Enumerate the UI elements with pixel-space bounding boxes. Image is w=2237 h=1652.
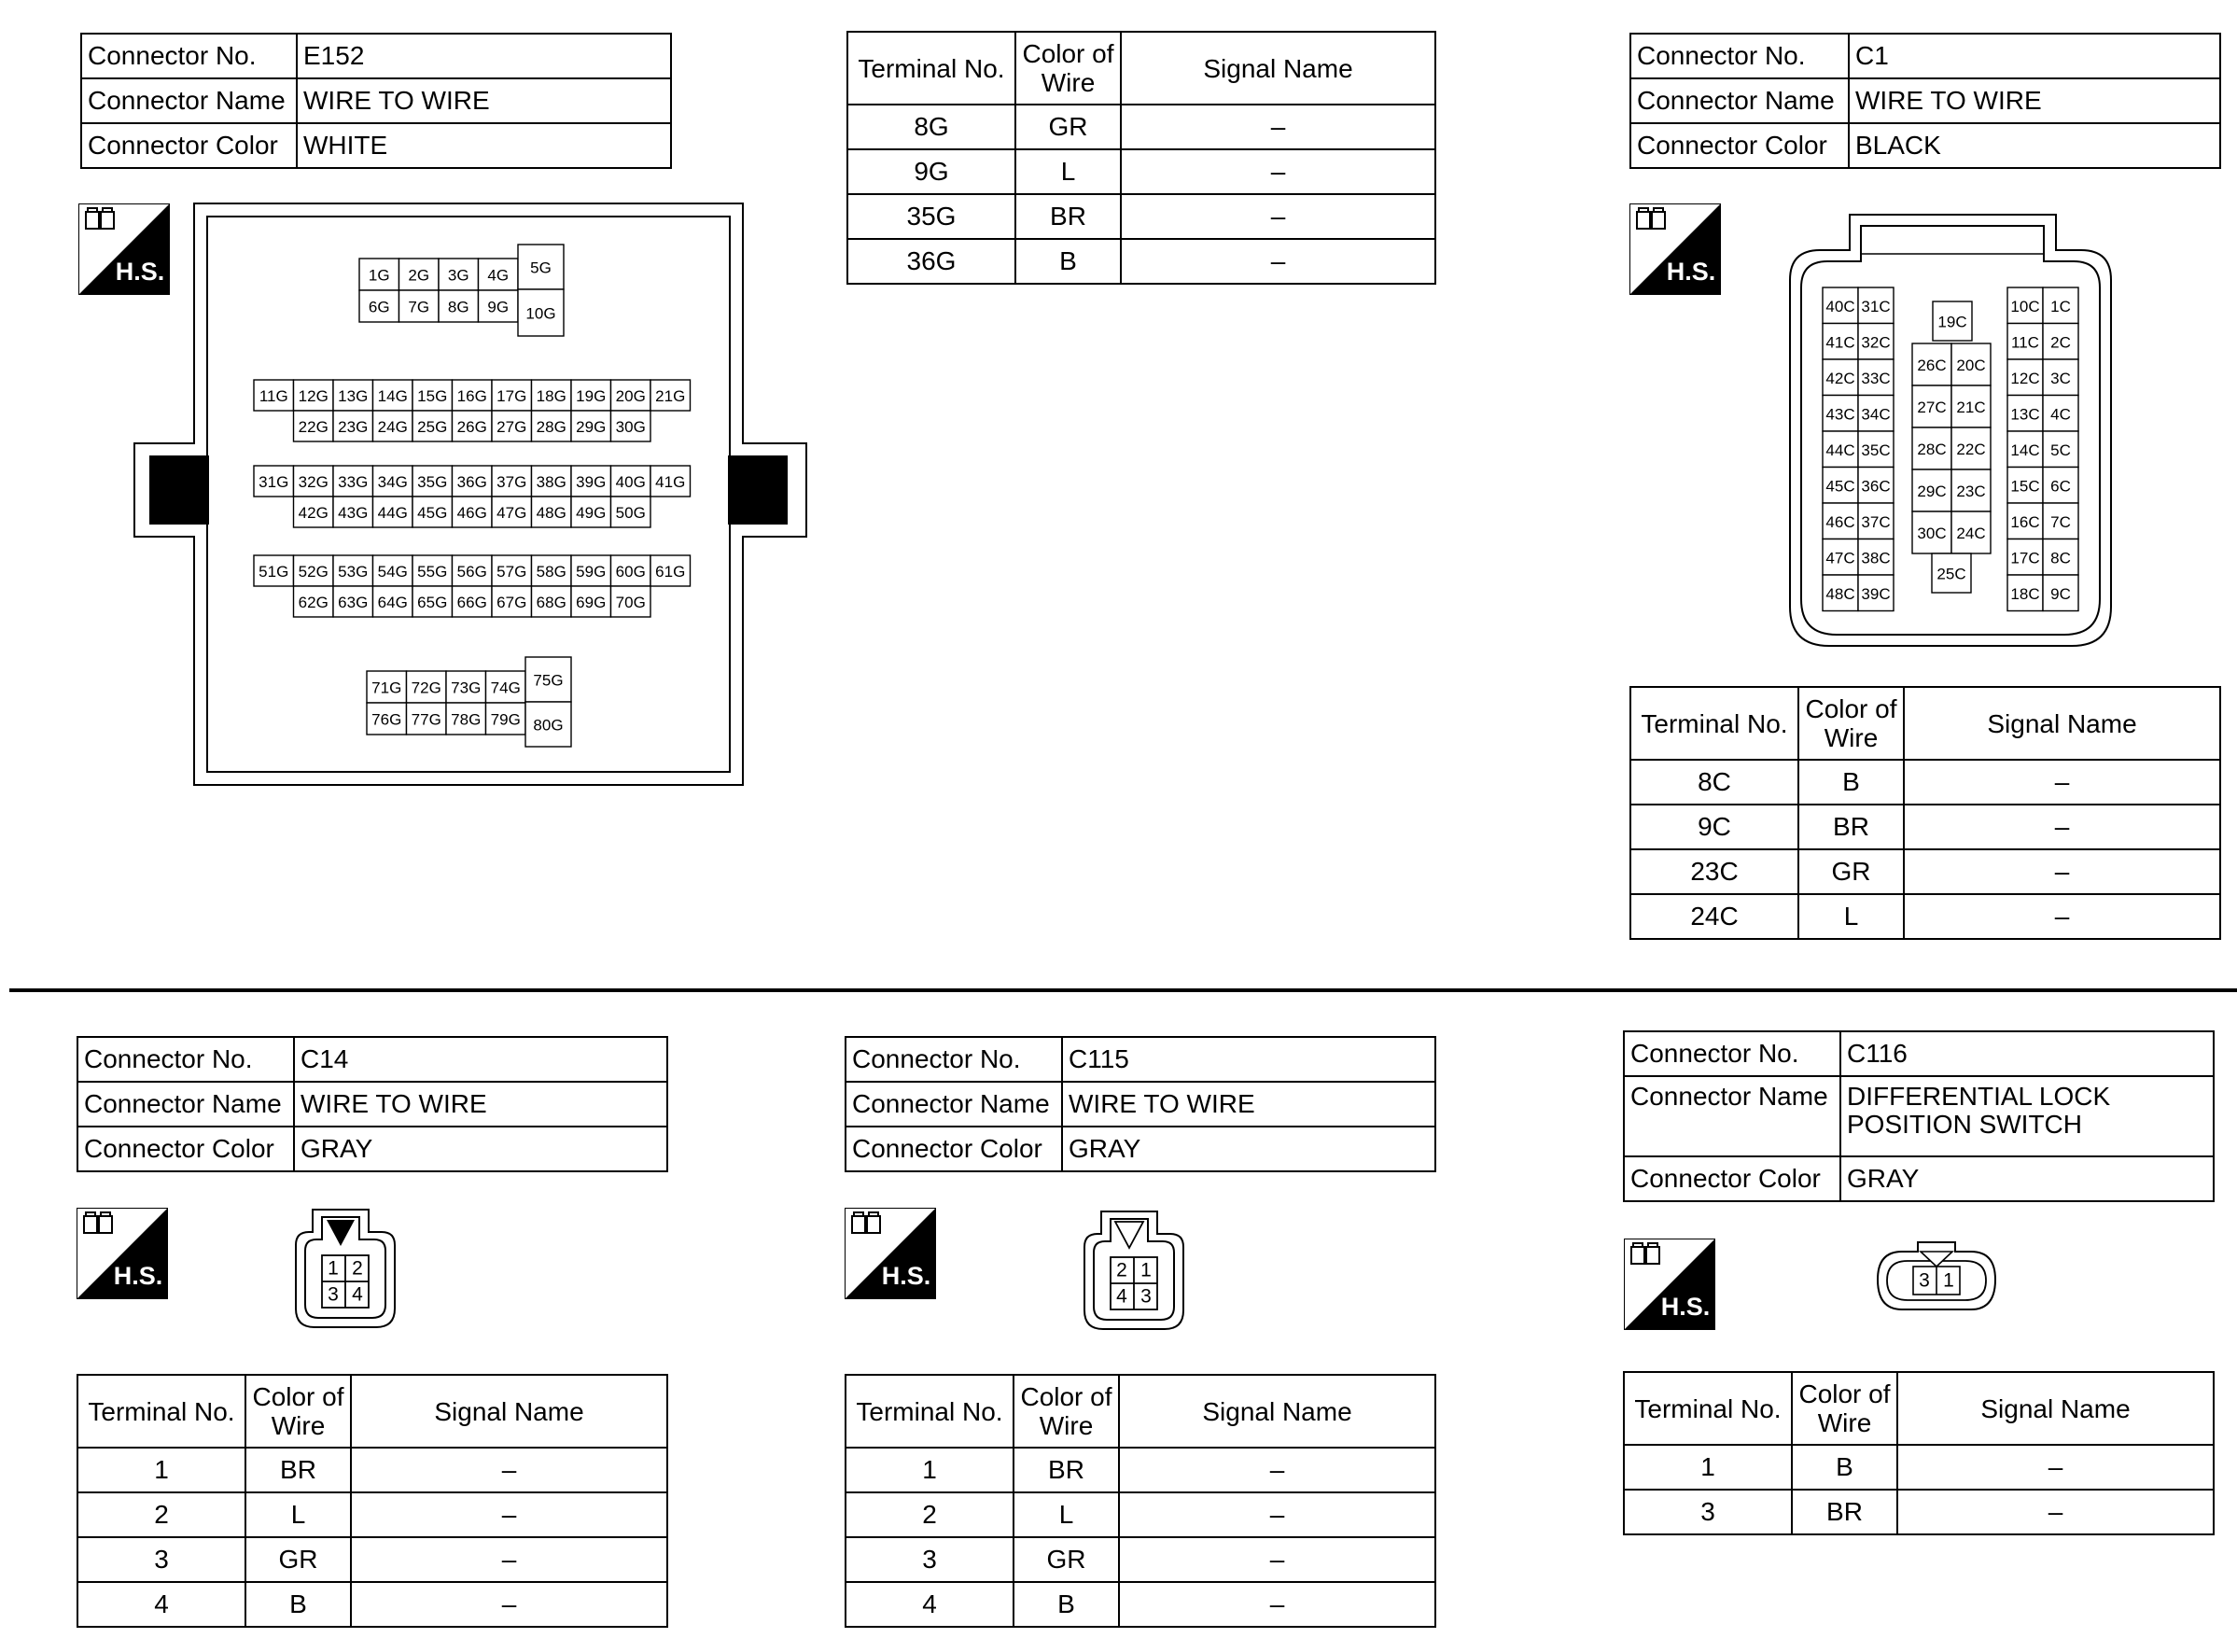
pin-label: 35G	[417, 473, 448, 491]
hs-harness-side-icon	[845, 1208, 936, 1299]
terminal-table-c1	[1629, 686, 2221, 940]
c115-connector-face	[1073, 1206, 1195, 1337]
pin-label: 16C	[2010, 512, 2040, 531]
pin-label: 4	[1116, 1285, 1127, 1308]
pin-label: 44C	[1825, 441, 1855, 459]
connector-name-value: WIRE TO WIRE	[297, 78, 671, 123]
pin-label: 49G	[576, 504, 607, 522]
table-row: 8G GR –	[847, 105, 1435, 149]
pin-label: 33C	[1861, 369, 1891, 387]
table-row: 9C BR –	[1630, 805, 2220, 849]
pin-label: 13C	[2010, 405, 2040, 424]
connector-color-value: BLACK	[1849, 123, 2220, 168]
pin-label: 66G	[456, 594, 487, 611]
pin-label: 26C	[1917, 357, 1947, 374]
pin-label: 61G	[655, 563, 686, 581]
pin-label: 35C	[1861, 441, 1891, 459]
pin-label: 79G	[490, 710, 521, 729]
pin-label: 1C	[2050, 297, 2071, 315]
hs-harness-side-icon	[77, 1208, 168, 1299]
hs-harness-side-icon	[1629, 203, 1721, 295]
pin-label: 63G	[338, 594, 369, 611]
pin-label: 21G	[655, 387, 686, 405]
pin-label: 45C	[1825, 477, 1855, 496]
pin-label: 38G	[536, 473, 566, 491]
signal-name-header: Signal Name	[1904, 687, 2220, 760]
connector-info-table	[1629, 33, 2221, 169]
pin-label: 42C	[1825, 369, 1855, 387]
connector-info-table	[80, 33, 672, 169]
connector-c14	[77, 1036, 668, 1172]
pin-label: 51G	[259, 563, 289, 581]
pin-label: 1	[1140, 1259, 1152, 1281]
table-row: 2 L –	[846, 1492, 1435, 1537]
connector-c115	[845, 1036, 1436, 1172]
connector-no-value: C1	[1849, 34, 2220, 78]
pin-label: 72G	[411, 679, 441, 697]
table-row: 1 BR –	[846, 1448, 1435, 1492]
table-row: 24C L –	[1630, 894, 2220, 939]
signal-name-header: Signal Name	[1119, 1375, 1435, 1448]
pin-label: 65G	[417, 594, 448, 611]
pin-label: 8G	[447, 298, 469, 316]
connector-color-value: WHITE	[297, 123, 671, 168]
signal-name-header: Signal Name	[351, 1375, 667, 1448]
pin-label: 3	[1919, 1269, 1930, 1292]
pin-label: 15G	[417, 387, 448, 405]
pin-label: 67G	[496, 594, 527, 611]
pin-label: 25G	[417, 418, 448, 436]
table-row: 2 L –	[77, 1492, 667, 1537]
pin-label: 28C	[1917, 441, 1947, 458]
pin-label: 29C	[1917, 483, 1947, 500]
pin-label: 6G	[368, 298, 390, 316]
pin-label: 1	[1943, 1269, 1954, 1292]
connector-no-value: C115	[1062, 1037, 1435, 1082]
table-row: 1 BR –	[77, 1448, 667, 1492]
connector-name-label: Connector Name	[77, 1082, 294, 1127]
pin-label: 34G	[377, 473, 408, 491]
pin-label: 53G	[338, 563, 369, 581]
pin-label: 21C	[1956, 399, 1986, 416]
pin-label: 70G	[615, 594, 646, 611]
connector-no-label: Connector No.	[77, 1037, 294, 1082]
pin-label: 3	[328, 1283, 339, 1306]
pin-label: 1	[328, 1257, 339, 1280]
connector-color-label: Connector Color	[1624, 1156, 1840, 1201]
svg-text:H.S.: H.S.	[115, 258, 165, 286]
latch-left	[149, 455, 209, 525]
c1-connector-face	[1783, 205, 2118, 653]
color-of-wire-header: Color of Wire	[1014, 1375, 1119, 1448]
connector-name-label: Connector Name	[1630, 78, 1849, 123]
pin-label: 3	[1140, 1285, 1152, 1308]
connector-c1	[1629, 33, 2221, 169]
pin-label: 9G	[487, 298, 510, 316]
pin-label: 1G	[368, 266, 390, 285]
pin-label: 37G	[496, 473, 527, 491]
pin-label: 20C	[1956, 357, 1986, 374]
color-of-wire-header: Color of Wire	[245, 1375, 351, 1448]
pin-label: 54G	[377, 563, 408, 581]
terminal-no-header: Terminal No.	[847, 32, 1015, 105]
pin-label: 43C	[1825, 405, 1855, 424]
pin-label: 10C	[2010, 297, 2040, 315]
connector-name-label: Connector Name	[1624, 1076, 1840, 1156]
pin-label: 48C	[1825, 584, 1855, 603]
pin-label: 2	[352, 1257, 363, 1280]
table-row: 1 B –	[1624, 1445, 2214, 1490]
color-of-wire-header: Color of Wire	[1792, 1372, 1897, 1445]
pin-label: 29G	[576, 418, 607, 436]
table-row: 4 B –	[846, 1582, 1435, 1627]
connector-c116	[1623, 1030, 2215, 1202]
pin-label: 47G	[496, 504, 527, 522]
pin-label: 16G	[456, 387, 487, 405]
table-row: 9G L –	[847, 149, 1435, 194]
pin-label: 12G	[298, 387, 329, 405]
pin-label: 57G	[496, 563, 527, 581]
connector-e152	[80, 33, 672, 169]
pin-label: 58G	[536, 563, 566, 581]
connector-color-label: Connector Color	[81, 123, 297, 168]
terminal-table-c116	[1623, 1371, 2215, 1535]
pin-label: 18C	[2010, 584, 2040, 603]
pin-label: 50G	[615, 504, 646, 522]
pin-label: 46C	[1825, 512, 1855, 531]
pin-label: 40C	[1825, 297, 1855, 315]
table-row: 3 BR –	[1624, 1490, 2214, 1534]
pin-label: 31G	[259, 473, 289, 491]
connector-name-label: Connector Name	[846, 1082, 1062, 1127]
table-row: 3 GR –	[77, 1537, 667, 1582]
connector-name-label: Connector Name	[81, 78, 297, 123]
pin-label: 7G	[408, 298, 430, 316]
connector-color-value: GRAY	[294, 1127, 667, 1171]
pin-label: 45G	[417, 504, 448, 522]
pin-label: 59G	[576, 563, 607, 581]
pin-label: 7C	[2050, 512, 2071, 531]
connector-no-label: Connector No.	[81, 34, 297, 78]
pin-label: 4C	[2050, 405, 2071, 424]
svg-text:H.S.: H.S.	[881, 1262, 931, 1290]
terminal-no-header: Terminal No.	[1630, 687, 1798, 760]
pin-label: 69G	[576, 594, 607, 611]
pin-label: 41G	[655, 473, 686, 491]
pin-label: 4	[352, 1283, 363, 1306]
pin-label: 64G	[377, 594, 408, 611]
connector-no-value: C116	[1840, 1031, 2214, 1076]
pin-label: 2	[1116, 1259, 1127, 1281]
pin-label: 47C	[1825, 549, 1855, 567]
pin-label: 32C	[1861, 333, 1891, 352]
connector-color-value: GRAY	[1840, 1156, 2214, 1201]
pin-label: 42G	[298, 504, 329, 522]
connector-info-table	[845, 1036, 1436, 1172]
pin-label: 48G	[536, 504, 566, 522]
pin-label: 28G	[536, 418, 566, 436]
connector-name-value: WIRE TO WIRE	[1849, 78, 2220, 123]
table-row: 8C B –	[1630, 760, 2220, 805]
connector-no-label: Connector No.	[1624, 1031, 1840, 1076]
e152-connector-face	[131, 201, 807, 789]
pin-label: 75G	[533, 671, 564, 690]
pin-label: 78G	[451, 710, 482, 729]
pin-label: 52G	[298, 563, 329, 581]
connector-info-table	[77, 1036, 668, 1172]
pin-label: 44G	[377, 504, 408, 522]
pin-label: 3C	[2050, 369, 2071, 387]
pin-label: 76G	[371, 710, 402, 729]
svg-text:H.S.: H.S.	[1660, 1293, 1711, 1321]
pin-label: 30C	[1917, 525, 1947, 542]
pin-label: 19C	[1937, 313, 1967, 331]
connector-name-value: WIRE TO WIRE	[294, 1082, 667, 1127]
pin-label: 17C	[2010, 549, 2040, 567]
pin-label: 14C	[2010, 441, 2040, 459]
pin-label: 38C	[1861, 549, 1891, 567]
pin-label: 4G	[487, 266, 510, 285]
c116-connector-face	[1866, 1237, 2006, 1321]
pin-label: 14G	[377, 387, 408, 405]
pin-label: 71G	[371, 679, 402, 697]
pin-label: 31C	[1861, 297, 1891, 315]
pin-label: 11C	[2011, 333, 2039, 352]
connector-name-value: DIFFERENTIAL LOCK POSITION SWITCH	[1840, 1076, 2214, 1156]
pin-label: 41C	[1825, 333, 1855, 352]
pin-label: 74G	[490, 679, 521, 697]
pin-label: 22G	[298, 418, 329, 436]
c14-connector-face	[285, 1204, 406, 1335]
section-divider	[9, 988, 2237, 992]
connector-color-label: Connector Color	[1630, 123, 1849, 168]
pin-label: 9C	[2050, 584, 2071, 603]
pin-label: 2G	[408, 266, 430, 285]
pin-label: 68G	[536, 594, 566, 611]
pin-label: 26G	[456, 418, 487, 436]
pin-label: 40G	[615, 473, 646, 491]
terminal-table-e152	[846, 31, 1436, 285]
pin-label: 27G	[496, 418, 527, 436]
connector-no-value: C14	[294, 1037, 667, 1082]
pin-label: 19G	[576, 387, 607, 405]
svg-text:H.S.: H.S.	[113, 1262, 163, 1290]
color-of-wire-header: Color of Wire	[1015, 32, 1121, 105]
pin-label: 39C	[1861, 584, 1891, 603]
pin-label: 34C	[1861, 405, 1891, 424]
connector-no-value: E152	[297, 34, 671, 78]
connector-no-label: Connector No.	[846, 1037, 1062, 1082]
pin-label: 15C	[2010, 477, 2040, 496]
pin-label: 12C	[2010, 369, 2040, 387]
pin-label: 8C	[2050, 549, 2071, 567]
terminal-no-header: Terminal No.	[1624, 1372, 1792, 1445]
hs-harness-side-icon	[1624, 1239, 1715, 1330]
pin-label: 11G	[259, 387, 288, 405]
pin-label: 25C	[1936, 565, 1966, 583]
pin-label: 39G	[576, 473, 607, 491]
pin-label: 23G	[338, 418, 369, 436]
pin-label: 3G	[447, 266, 469, 285]
pin-label: 80G	[533, 716, 564, 735]
color-of-wire-header: Color of Wire	[1798, 687, 1904, 760]
pin-label: 30G	[615, 418, 646, 436]
pin-label: 32G	[298, 473, 329, 491]
pin-label: 10G	[525, 304, 556, 323]
pin-label: 56G	[456, 563, 487, 581]
pin-label: 55G	[417, 563, 448, 581]
pin-label: 23C	[1956, 483, 1986, 500]
pin-label: 6C	[2050, 477, 2071, 496]
pin-label: 24C	[1956, 525, 1986, 542]
connector-color-label: Connector Color	[846, 1127, 1062, 1171]
pin-label: 18G	[536, 387, 566, 405]
pin-label: 27C	[1917, 399, 1947, 416]
pin-label: 17G	[496, 387, 527, 405]
terminal-table-c14	[77, 1374, 668, 1628]
latch-right	[728, 455, 788, 525]
pin-label: 5C	[2050, 441, 2071, 459]
terminal-table-c115	[845, 1374, 1436, 1628]
pin-label: 5G	[530, 259, 552, 277]
connector-info-table	[1623, 1030, 2215, 1202]
pin-label: 37C	[1861, 512, 1891, 531]
pin-label: 62G	[298, 594, 329, 611]
connector-name-value: WIRE TO WIRE	[1062, 1082, 1435, 1127]
pin-label: 22C	[1956, 441, 1986, 458]
pin-label: 36C	[1861, 477, 1891, 496]
pin-label: 13G	[338, 387, 369, 405]
pin-label: 46G	[456, 504, 487, 522]
connector-no-label: Connector No.	[1630, 34, 1849, 78]
svg-text:H.S.: H.S.	[1666, 258, 1716, 286]
pin-label: 33G	[338, 473, 369, 491]
pin-label: 36G	[456, 473, 487, 491]
connector-color-value: GRAY	[1062, 1127, 1435, 1171]
table-row: 36G B –	[847, 239, 1435, 284]
signal-name-header: Signal Name	[1121, 32, 1435, 105]
pin-label: 43G	[338, 504, 369, 522]
table-row: 3 GR –	[846, 1537, 1435, 1582]
pin-label: 24G	[377, 418, 408, 436]
pin-label: 2C	[2050, 333, 2071, 352]
pin-label: 60G	[615, 563, 646, 581]
signal-name-header: Signal Name	[1897, 1372, 2214, 1445]
pin-label: 20G	[615, 387, 646, 405]
table-row: 35G BR –	[847, 194, 1435, 239]
pin-label: 73G	[451, 679, 482, 697]
connector-color-label: Connector Color	[77, 1127, 294, 1171]
terminal-no-header: Terminal No.	[77, 1375, 245, 1448]
terminal-no-header: Terminal No.	[846, 1375, 1014, 1448]
table-row: 4 B –	[77, 1582, 667, 1627]
pin-label: 77G	[411, 710, 441, 729]
table-row: 23C GR –	[1630, 849, 2220, 894]
